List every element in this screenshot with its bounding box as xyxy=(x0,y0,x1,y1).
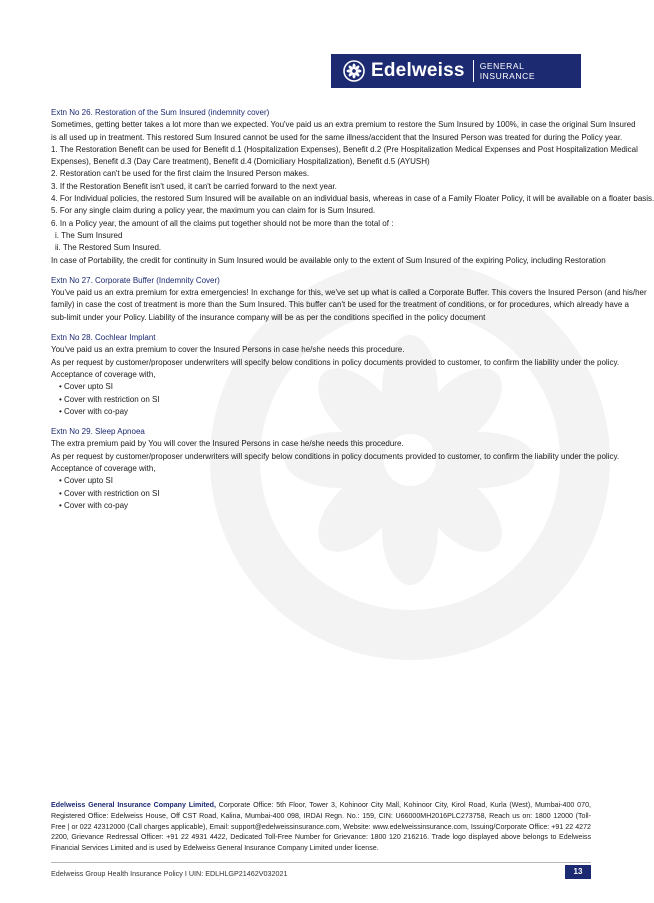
brand-sub-line-2: INSURANCE xyxy=(479,71,536,81)
body-line: Sometimes, getting better takes a lot more than we expected. You've paid us an extra premium to restore the Sum Insured by 100%, in case the original Sum Insured xyxy=(51,120,636,130)
body-line: You've paid us an extra premium for extra emergencies! In exchange for this, we've set up what is called a Corporate Buffer. This covers the Insured Person (and his/her xyxy=(51,288,647,298)
body-line: 2. Restoration can't be used for the first claim the Insured Person makes. xyxy=(51,169,310,179)
body-line: In case of Portability, the credit for continuity in Sum Insured would be available only to the extent of Sum Insured of the expiring Policy, including Restoration xyxy=(51,255,606,265)
brand-subtitle xyxy=(480,61,535,81)
logo-divider xyxy=(473,60,474,82)
policy-section xyxy=(51,332,620,418)
body-line: 6. In a Policy year, the amount of all the claims put together should not be more than the total of : xyxy=(51,218,394,228)
body-line: 3. If the Restoration Benefit isn't used, it can't be carried forward to the next year. xyxy=(51,181,337,191)
bullet-item: • Cover with co-pay xyxy=(59,406,129,416)
edelweiss-flower-icon xyxy=(343,60,365,82)
section-heading: Extn No 26. Restoration of the Sum Insured (indemnity cover) xyxy=(51,108,270,117)
body-line: Expenses), Benefit d.3 (Day Care treatment), Benefit d.4 (Domiciliary Hospitalization), Benefit d.5 (AYUSH) xyxy=(51,157,430,167)
company-name: Edelweiss General Insurance Company Limited, xyxy=(51,801,216,809)
policy-section xyxy=(51,426,620,512)
section-gap xyxy=(51,324,591,332)
policy-section xyxy=(51,107,654,267)
body-line: You've paid us an extra premium to cover the Insured Persons in case he/she needs this procedure. xyxy=(51,345,405,355)
section-gap xyxy=(51,267,591,275)
body-line: 5. For any single claim during a policy year, the maximum you can claim for is Sum Insured. xyxy=(51,206,376,216)
company-info xyxy=(51,800,591,854)
policy-section xyxy=(51,275,647,324)
bullet-item: • Cover with restriction on SI xyxy=(59,394,160,404)
section-heading: Extn No 29. Sleep Apnoea xyxy=(51,427,145,437)
body-line: 4. For Individual policies, the restored Sum Insured will be available on an individual basis, whereas in case of a Family Floater Policy, it will be available on a floater basis. xyxy=(51,194,654,204)
bullet-item: • Cover with co-pay xyxy=(59,500,129,510)
section-heading: Extn No 27. Corporate Buffer (Indemnity Cover) xyxy=(51,275,220,285)
brand-name: Edelweiss xyxy=(371,60,465,81)
section-gap xyxy=(51,418,591,426)
body-line: family) in case the cost of treatment is more than the Sum Insured. This buffer can't be used for the treatment of conditions, or for procedures, which already have a xyxy=(51,300,629,310)
bullet-item: • Cover with restriction on SI xyxy=(59,488,160,498)
brand-sub-line-1: GENERAL xyxy=(479,61,525,71)
company-details: Corporate Office: 5th Floor, Tower 3, Kohinoor City Mall, Kohinoor City, Kirol Road, Kurla (West), Mumbai-400 070, Registered Office: Edelweiss House, Off CST Road, Kalina, Mumbai-400 098, IRDAI Regn. No.: 159, CIN: U66000MH2016PLC273758, Reach us on: 1800 12000 (Toll-Free | or 022 42312000 (Call charges applicable), Email: support@edelweissinsurance.com, Website: www.edelweissinsurance.com, Issuing/Corporate Office: +91 22 4272 2200, Grievance Redressal Officer: +91 22 4931 4422, Dedicated Toll-Free Number for Grievance: 1800 120 216216. Trade logo displayed above belongs to Edelweiss Financial Services Limited and is used by Edelweiss General Insurance Company Limited under license. xyxy=(51,801,591,853)
body-line: ii. The Restored Sum Insured. xyxy=(55,243,162,253)
policy-uin-text: Edelweiss Group Health Insurance Policy I UIN: EDLHLGP21462V032021 xyxy=(51,869,288,878)
policy-body xyxy=(51,107,654,512)
body-line: The extra premium paid by You will cover the Insured Persons in case he/she needs this procedure. xyxy=(51,439,404,449)
page-footer xyxy=(51,862,591,879)
body-line: As per request by customer/proposer underwriters will specify below conditions in policy documents provided to customer, to confirm the liability under the policy. xyxy=(51,357,620,367)
section-heading: Extn No 28. Cochlear Implant xyxy=(51,333,156,343)
bullet-item: • Cover upto SI xyxy=(59,382,113,392)
body-line: i. The Sum Insured xyxy=(55,230,123,240)
body-line: Acceptance of coverage with, xyxy=(51,464,156,474)
body-line: As per request by customer/proposer underwriters will specify below conditions in policy documents provided to customer, to confirm the liability under the policy. xyxy=(51,451,620,461)
body-line: 1. The Restoration Benefit can be used for Benefit d.1 (Hospitalization Expenses), Benefit d.2 (Pre Hospitalization Medical Expenses and Post Hospitalization Medical xyxy=(51,144,638,154)
edelweiss-logo xyxy=(331,54,581,88)
page-number: 13 xyxy=(565,865,591,879)
body-line: sub-limit under your Policy. Liability of the insurance company will be as per the conditions specified in the policy document xyxy=(51,312,486,322)
bullet-item: • Cover upto SI xyxy=(59,476,113,486)
body-line: Acceptance of coverage with, xyxy=(51,369,156,379)
body-line: is all used up in treatment. This restored Sum Insured cannot be used for the same illness/accident that the Insured Person was treated for during the Policy year. xyxy=(51,132,623,142)
